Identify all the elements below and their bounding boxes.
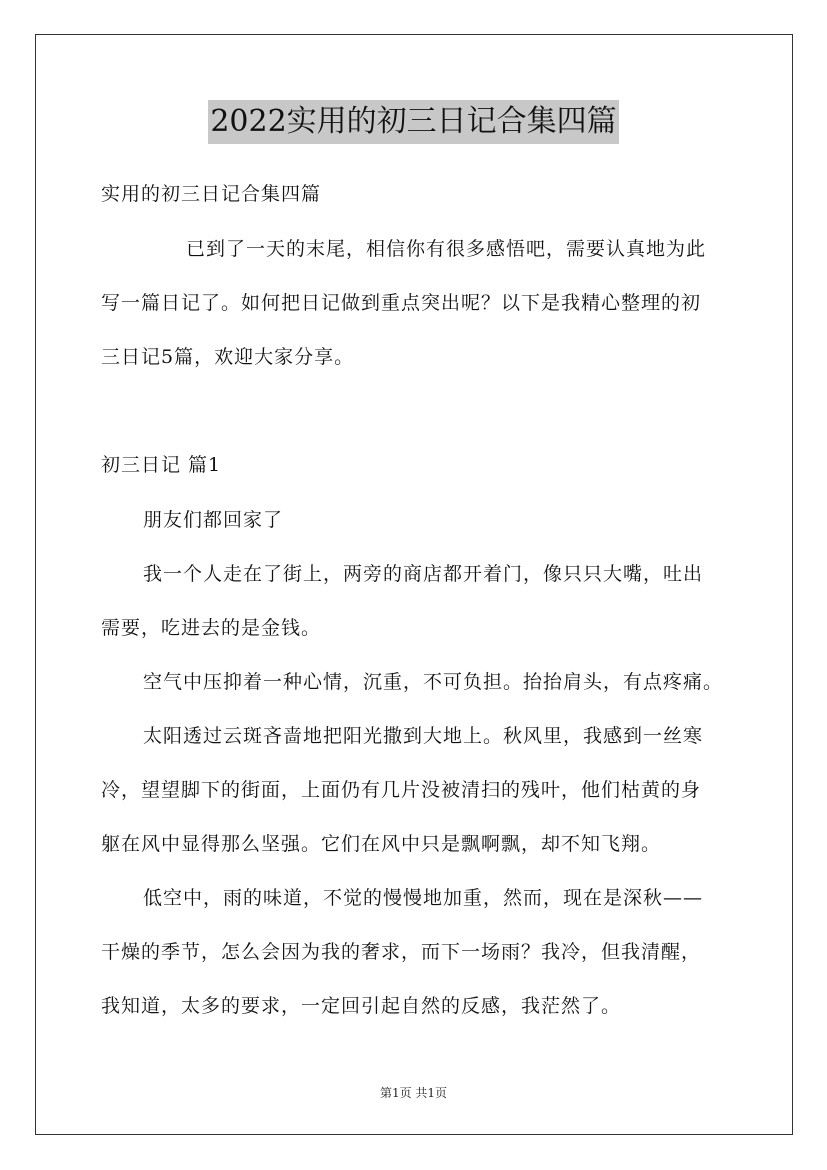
body-line-5: 太阳透过云斑吝啬地把阳光撒到大地上。秋风里，我感到一丝寒 [143,725,704,747]
body-line-1: 朋友们都回家了 [143,509,284,531]
body-line-8: 低空中，雨的味道，不觉的慢慢地加重，然而，现在是深秋—— [143,887,704,909]
intro-line-3: 三日记5篇，欢迎大家分享。 [101,346,355,368]
title-container [0,100,827,144]
section-heading: 初三日记 篇1 [101,454,222,476]
page-footer: 第1页 共1页 [379,1086,448,1100]
body-line-3: 需要，吃进去的是金钱。 [101,617,322,639]
body-line-9: 干燥的季节，怎么会因为我的奢求，而下一场雨？我冷，但我清醒， [101,941,702,963]
intro-line-1: 已到了一天的末尾，相信你有很多感悟吧，需要认真地为此 [186,238,707,260]
document-subtitle: 实用的初三日记合集四篇 [101,183,322,205]
body-line-4: 空气中压抑着一种心情，沉重，不可负担。抬抬肩头，有点疼痛。 [143,671,724,693]
body-line-10: 我知道，太多的要求，一定回引起自然的反感，我茫然了。 [101,995,622,1017]
intro-line-2: 写一篇日记了。如何把日记做到重点突出呢？以下是我精心整理的初 [101,292,702,314]
body-line-7: 躯在风中显得那么坚强。它们在风中只是飘啊飘，却不知飞翔。 [101,833,662,855]
document-title: 2022实用的初三日记合集四篇 [208,100,618,144]
body-line-2: 我一个人走在了街上，两旁的商店都开着门，像只只大嘴，吐出 [143,563,704,585]
body-line-6: 冷，望望脚下的街面，上面仍有几片没被清扫的残叶，他们枯黄的身 [101,779,702,801]
